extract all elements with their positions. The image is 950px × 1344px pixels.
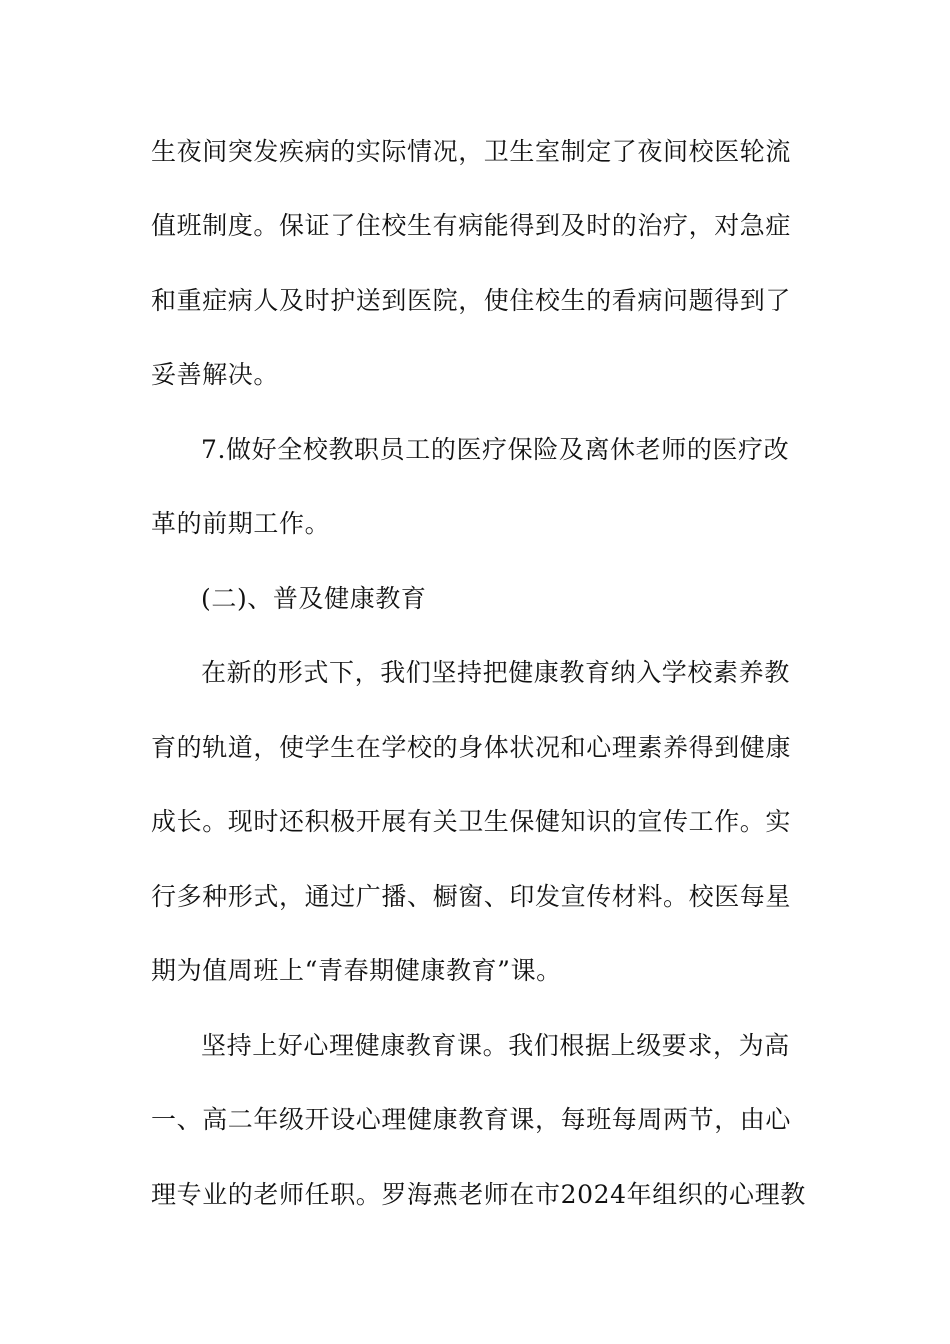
paragraph-line: 和重症病人及时护送到医院，使住校生的看病问题得到了: [151, 286, 792, 315]
paragraph-line: 行多种形式，通过广播、橱窗、印发宣传材料。校医每星: [151, 882, 792, 911]
paragraph-line: 坚持上好心理健康教育课。我们根据上级要求，为高: [201, 1031, 790, 1060]
paragraph-line: 7.做好全校教职员工的医疗保险及离休老师的医疗改: [201, 435, 790, 464]
paragraph-line: 在新的形式下，我们坚持把健康教育纳入学校素养教: [201, 658, 790, 687]
paragraph-line: 妥善解决。: [151, 360, 280, 389]
paragraph-line: 革的前期工作。: [151, 509, 331, 538]
paragraph-line: 生夜间突发疾病的实际情况，卫生室制定了夜间校医轮流: [151, 137, 792, 166]
paragraph-line: 一、高二年级开设心理健康教育课，每班每周两节，由心: [151, 1105, 792, 1134]
paragraph-line: 育的轨道，使学生在学校的身体状况和心理素养得到健康: [151, 733, 792, 762]
paragraph-line: 期为值周班上“青春期健康教育”课。: [151, 956, 562, 985]
paragraph-line: 理专业的老师任职。罗海燕老师在市2024年组织的心理教: [151, 1180, 806, 1209]
paragraph-line: 值班制度。保证了住校生有病能得到及时的治疗，对急症: [151, 211, 792, 240]
paragraph-line: 成长。现时还积极开展有关卫生保健知识的宣传工作。实: [151, 807, 792, 836]
section-heading: (二)、普及健康教育: [201, 584, 427, 613]
